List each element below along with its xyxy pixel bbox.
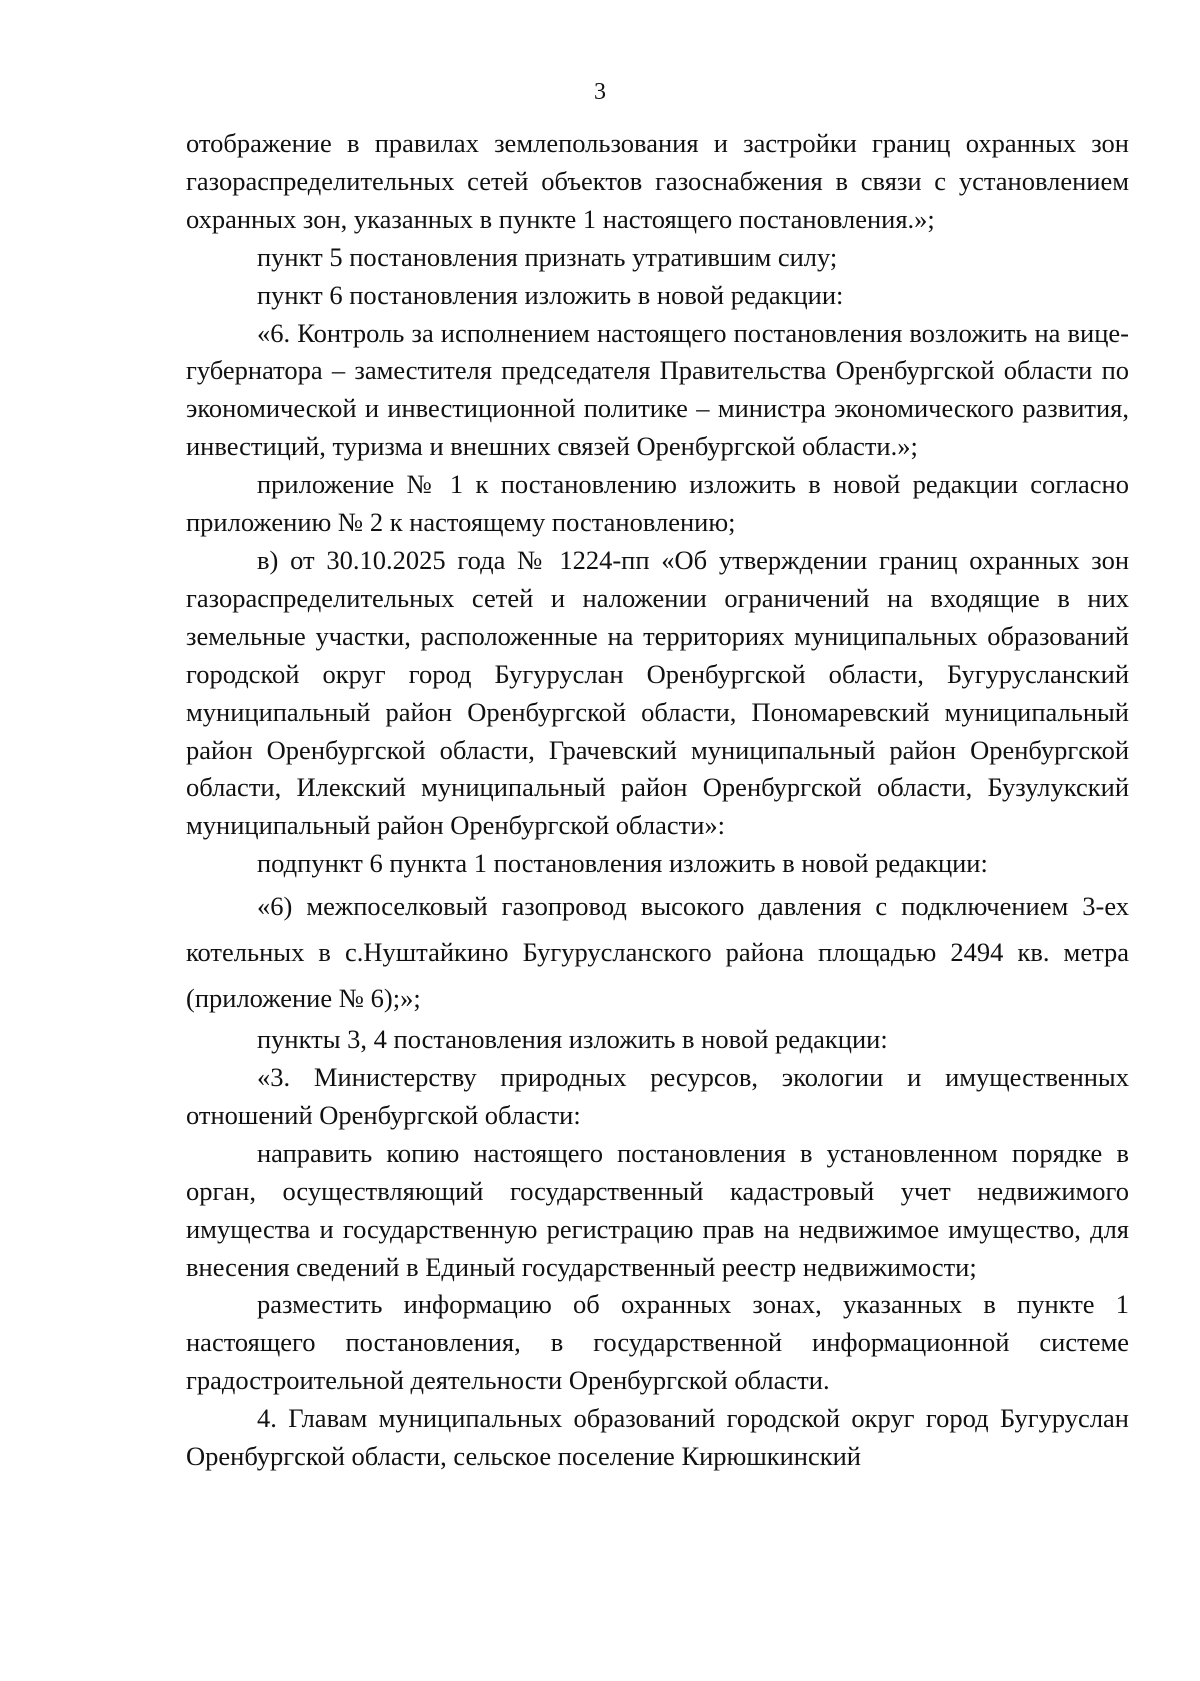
- paragraph: «3. Министерству природных ресурсов, экологии и имущественных отношений Оренбургской области:: [186, 1062, 1129, 1130]
- paragraph: «6. Контроль за исполнением настоящего постановления возложить на вице-губернатора – заместителя председателя Правительства Оренбургской области по экономической и инвестиционной политике – министра экономического развития, инвестиций, туризма и внешних связей Оренбургской области.»;: [186, 317, 1129, 462]
- paragraph: приложение № 1 к постановлению изложить в новой редакции согласно приложению № 2 к настоящему постановлению;: [186, 469, 1129, 538]
- paragraph: в) от 30.10.2025 года № 1224-пп «Об утверждении границ охранных зон газораспределительных сетей и наложении ограничений на входящие в них земельные участки, расположенные на территориях муниципальных образований городской округ город Бугуруслан Оренбургской области, Бугурусланский муниципальный район Оренбургской области, Пономаревский муниципальный район Оренбургской области, Грачевский муниципальный район Оренбургской области, Илекский муниципальный район Оренбургской области, Бузулукский муниципальный район Оренбургской области»:: [186, 544, 1129, 841]
- paragraph: отображение в правилах землепользования и застройки границ охранных зон газораспределительных сетей объектов газоснабжения в связи с установлением охранных зон, указанных в пункте 1 настоящего постановления.»;: [186, 128, 1129, 234]
- page-number: 3: [594, 79, 606, 105]
- paragraph: разместить информацию об охранных зонах, указанных в пункте 1 настоящего постановления, в государственной информационной системе градостроительной деятельности Оренбургской области.: [186, 1289, 1129, 1396]
- paragraph: пункт 6 постановления изложить в новой редакции:: [257, 279, 844, 310]
- paragraph: направить копию настоящего постановления в установленном порядке в орган, осуществляющий государственный кадастровый учет недвижимого имущества и государственную регистрацию прав на недвижимое имущество, для внесения сведений в Единый государственный реестр недвижимости;: [186, 1137, 1129, 1282]
- paragraph: подпункт 6 пункта 1 постановления изложить в новой редакции:: [257, 848, 988, 879]
- document-body: [186, 125, 1129, 1476]
- paragraph: пункт 5 постановления признать утратившим силу;: [257, 241, 838, 272]
- paragraph: «6) межпоселковый газопровод высокого давления с подключением 3-ех котельных в с.Нуштайкино Бугурусланского района площадью 2494 кв. метра (приложение № 6);»;: [186, 891, 1129, 1014]
- paragraph: пункты 3, 4 постановления изложить в новой редакции:: [257, 1024, 888, 1055]
- paragraph: 4. Главам муниципальных образований городской округ город Бугуруслан Оренбургской области, сельское поселение Кирюшкинский: [186, 1403, 1129, 1472]
